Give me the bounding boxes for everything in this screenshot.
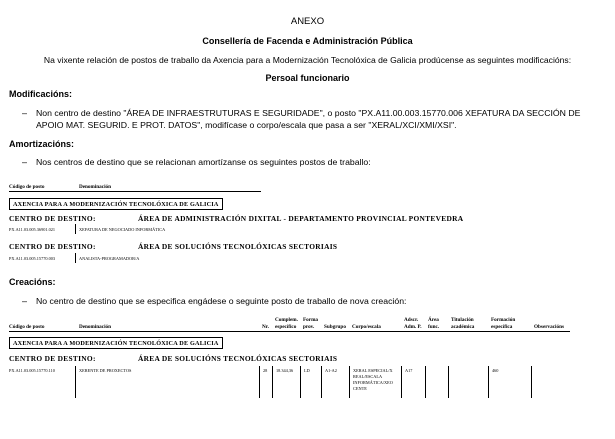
post-corps-line-3: INFORMÁTICA/XEO bbox=[353, 380, 393, 385]
agency-name: AXENCIA PARA A MODERNIZACIÓN TECNOLÓXICA DE GALICIA bbox=[13, 339, 219, 347]
row-divider bbox=[300, 366, 301, 398]
column-header-corps: Corpo/escala bbox=[352, 324, 381, 330]
column-header-level: Nr. bbox=[262, 324, 269, 330]
column-header-code: Código de posto bbox=[9, 184, 45, 190]
creations-heading: Creacións: bbox=[9, 277, 56, 287]
column-header-training-2: específica bbox=[491, 324, 513, 330]
column-header-degree-1: Titulación bbox=[451, 317, 474, 323]
post-corps-line-4: CENTE bbox=[353, 386, 367, 391]
row-divider bbox=[75, 253, 76, 263]
center-name: ÁREA DE ADMINISTRACIÓN DIXITAL - DEPARTAMENTO PROVINCIAL PONTEVEDRA bbox=[138, 214, 464, 223]
post-level: 28 bbox=[263, 368, 268, 373]
row-divider bbox=[75, 224, 76, 234]
column-header-area-2: func. bbox=[428, 324, 440, 330]
post-code: PX.A11.03.005.36901.021 bbox=[9, 227, 56, 232]
row-divider bbox=[75, 366, 76, 398]
column-header-training-1: Formación bbox=[491, 317, 516, 323]
row-divider bbox=[321, 366, 322, 398]
list-dash: – bbox=[22, 157, 28, 167]
post-corps-line-1: XERAL ESPECIAL/X bbox=[353, 368, 393, 373]
column-header-adscription-2: Adm. P. bbox=[404, 324, 422, 330]
agency-name: AXENCIA PARA A MODERNIZACIÓN TECNOLÓXICA DE GALICIA bbox=[13, 200, 219, 208]
post-name: XEFATURA DE NEGOCIADO INFORMÁTICA bbox=[79, 227, 166, 232]
amortizations-heading: Amortizacións: bbox=[9, 139, 75, 149]
row-divider bbox=[531, 366, 532, 398]
column-header-complement-1: Complem. bbox=[275, 317, 298, 323]
creation-item: No centro de destino que se especifica engádese o seguinte posto de traballo de nova creación: bbox=[36, 296, 407, 306]
modification-item-line-2: APOIO MAT. SEGURID. E PROT. DATOS", modifícase o corpo/escala que pasa a ser "XERAL/XCI/XMI/XSI". bbox=[36, 120, 457, 130]
column-header-name: Denominación bbox=[79, 184, 111, 190]
column-header-degree-2: académica bbox=[451, 324, 475, 330]
post-code: PX.A11.03.005.15770.110 bbox=[9, 368, 55, 373]
post-adscription: A17 bbox=[405, 368, 413, 373]
post-training: 460 bbox=[492, 368, 499, 373]
row-divider bbox=[425, 366, 426, 398]
center-label: CENTRO DE DESTINO: bbox=[9, 242, 96, 251]
list-dash: – bbox=[22, 296, 28, 306]
post-name: ANALISTA-PROGRAMADOR/A bbox=[79, 256, 140, 261]
row-divider bbox=[448, 366, 449, 398]
post-subgroup: A1-A2 bbox=[325, 368, 337, 373]
post-provision-form: LD bbox=[304, 368, 310, 373]
post-name: XERENTE DE PROXECTOS bbox=[79, 368, 132, 373]
center-name: ÁREA DE SOLUCIÓNS TECNOLÓXICAS SECTORIAIS bbox=[138, 354, 338, 363]
post-code: PX.A11.03.005.15770.003 bbox=[9, 256, 56, 261]
column-header-subgroup: Subgrupo bbox=[324, 324, 346, 330]
column-header-notes: Observacións bbox=[534, 324, 564, 330]
table-header-rule bbox=[9, 191, 261, 192]
row-divider bbox=[272, 366, 273, 398]
intro-text: Na vixente relación de postos de traballo da Axencia para a Modernización Tecnolóxica de Galicia prodúcense as seguintes modificacións: bbox=[43, 55, 572, 65]
column-header-form-1: Forma bbox=[303, 317, 318, 323]
column-header-area-1: Área bbox=[428, 317, 439, 323]
list-dash: – bbox=[22, 108, 28, 118]
row-divider bbox=[259, 366, 260, 398]
column-header-name: Denominación bbox=[79, 324, 111, 330]
table-header-rule bbox=[9, 331, 570, 332]
row-divider bbox=[488, 366, 489, 398]
column-header-complement-2: específico bbox=[275, 324, 297, 330]
column-header-code: Código de posto bbox=[9, 324, 45, 330]
amortization-item: Nos centros de destino que se relacionan amortízanse os seguintes postos de traballo: bbox=[36, 157, 371, 167]
column-header-adscription-1: Adscr. bbox=[404, 317, 419, 323]
center-label: CENTRO DE DESTINO: bbox=[9, 214, 96, 223]
row-divider bbox=[349, 366, 350, 398]
post-complement: 18.344,36 bbox=[276, 368, 294, 373]
staff-type-heading: Persoal funcionario bbox=[265, 73, 350, 83]
column-header-form-2: prov. bbox=[303, 324, 315, 330]
row-divider bbox=[401, 366, 402, 398]
post-corps-line-2: REAL/ESCALA bbox=[353, 374, 383, 379]
annex-title: ANEXO bbox=[290, 16, 325, 27]
department-title: Consellería de Facenda e Administración Pública bbox=[202, 36, 413, 46]
center-name: ÁREA DE SOLUCIÓNS TECNOLÓXICAS SECTORIAIS bbox=[138, 242, 338, 251]
modification-item-line-1: Non centro de destino "ÁREA DE INFRAESTRUTURAS E SEGURIDADE", o posto "PX.A11.00.003.15770.006 XEFATURA DA SECCIÓN DE bbox=[36, 108, 581, 118]
center-label: CENTRO DE DESTINO: bbox=[9, 354, 96, 363]
modifications-heading: Modificacións: bbox=[9, 89, 73, 99]
